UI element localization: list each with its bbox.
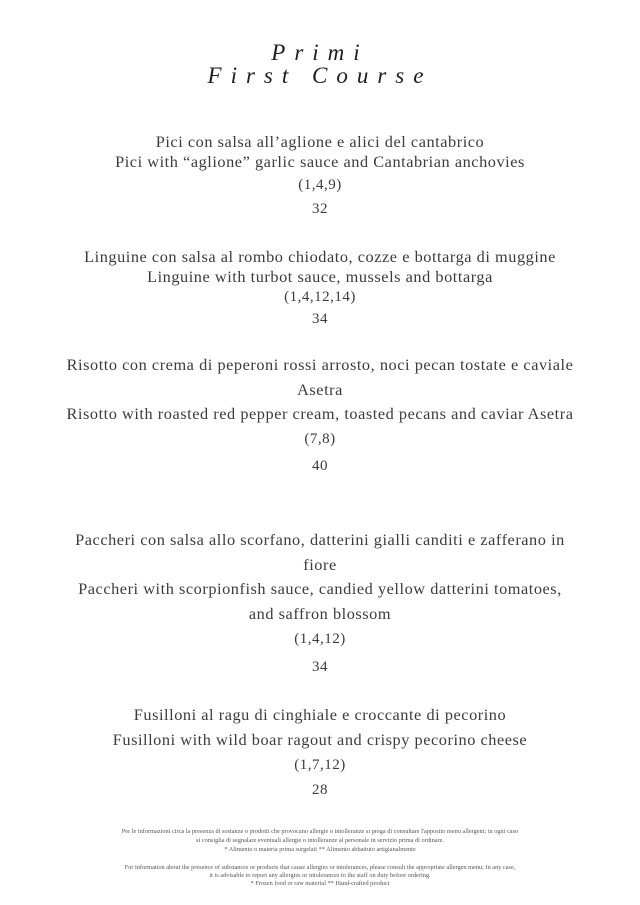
- dish-name-english: Fusilloni with wild boar ragout and crispy pecorino cheese: [112, 730, 528, 749]
- footer-note-line: * Alimento o materia prima surgelati ** Alimento abbattuto artigianalmente: [224, 846, 416, 853]
- dish-price: 34: [312, 311, 328, 327]
- dish-price: 28: [312, 782, 328, 798]
- footer-note-line: * Frozen food or raw material ** Hand-crafted product: [250, 880, 390, 887]
- footer-note-line: si consiglia di segnalare eventuali allergie o intolleranze al personale in servizio prima di ordinare.: [196, 837, 444, 844]
- dish-name-english-line2: and saffron blossom: [248, 604, 392, 623]
- dish-name-italian: Pici con salsa all’aglione e alici del cantabrico: [155, 132, 485, 151]
- dish-name-english: Risotto with roasted red pepper cream, toasted pecans and caviar Asetra: [66, 404, 574, 423]
- dish-name-italian: Linguine con salsa al rombo chiodato, cozze e bottarga di muggine: [84, 247, 556, 266]
- footer-note-line: it is advisable to report any allergies or intolerances to the staff on duty before ordering.: [209, 872, 431, 879]
- footer-note-line: Per le informazioni circa la presenza di sostanze o prodotti che provocano allergie o intolleranze si prega di consultare l'apposito menu allergeni; in ogni caso: [121, 828, 519, 835]
- dish-name-italian-line1: Paccheri con salsa allo scorfano, datterini gialli canditi e zafferano in: [75, 530, 565, 549]
- dish-name-english: Pici with “aglione” garlic sauce and Cantabrian anchovies: [115, 152, 525, 171]
- dish-price: 40: [312, 458, 328, 474]
- dish-allergens: (1,4,9): [298, 177, 342, 193]
- page-title-italian: Primi: [271, 40, 369, 65]
- dish-name-english: Linguine with turbot sauce, mussels and bottarga: [147, 267, 493, 286]
- footer-note-line: For information about the presence of substances or products that cause allergies or intolerances, please consult the appropriate allergen menu; In any case,: [124, 864, 516, 871]
- dish-allergens: (7,8): [304, 431, 336, 447]
- dish-price: 32: [312, 201, 328, 217]
- dish-name-italian-line2: Asetra: [297, 380, 343, 399]
- dish-allergens: (1,4,12): [294, 631, 346, 647]
- dish-name-english-line1: Paccheri with scorpionfish sauce, candied yellow datterini tomatoes,: [78, 579, 562, 598]
- page-title-english: First Course: [207, 63, 433, 88]
- dish-name-italian-line2: fiore: [303, 555, 337, 574]
- dish-name-italian: Fusilloni al ragu di cinghiale e croccante di pecorino: [133, 705, 507, 724]
- dish-allergens: (1,7,12): [294, 757, 346, 773]
- dish-name-italian-line1: Risotto con crema di peperoni rossi arrosto, noci pecan tostate e caviale: [66, 355, 574, 374]
- dish-price: 34: [312, 659, 328, 675]
- dish-allergens: (1,4,12,14): [284, 289, 356, 305]
